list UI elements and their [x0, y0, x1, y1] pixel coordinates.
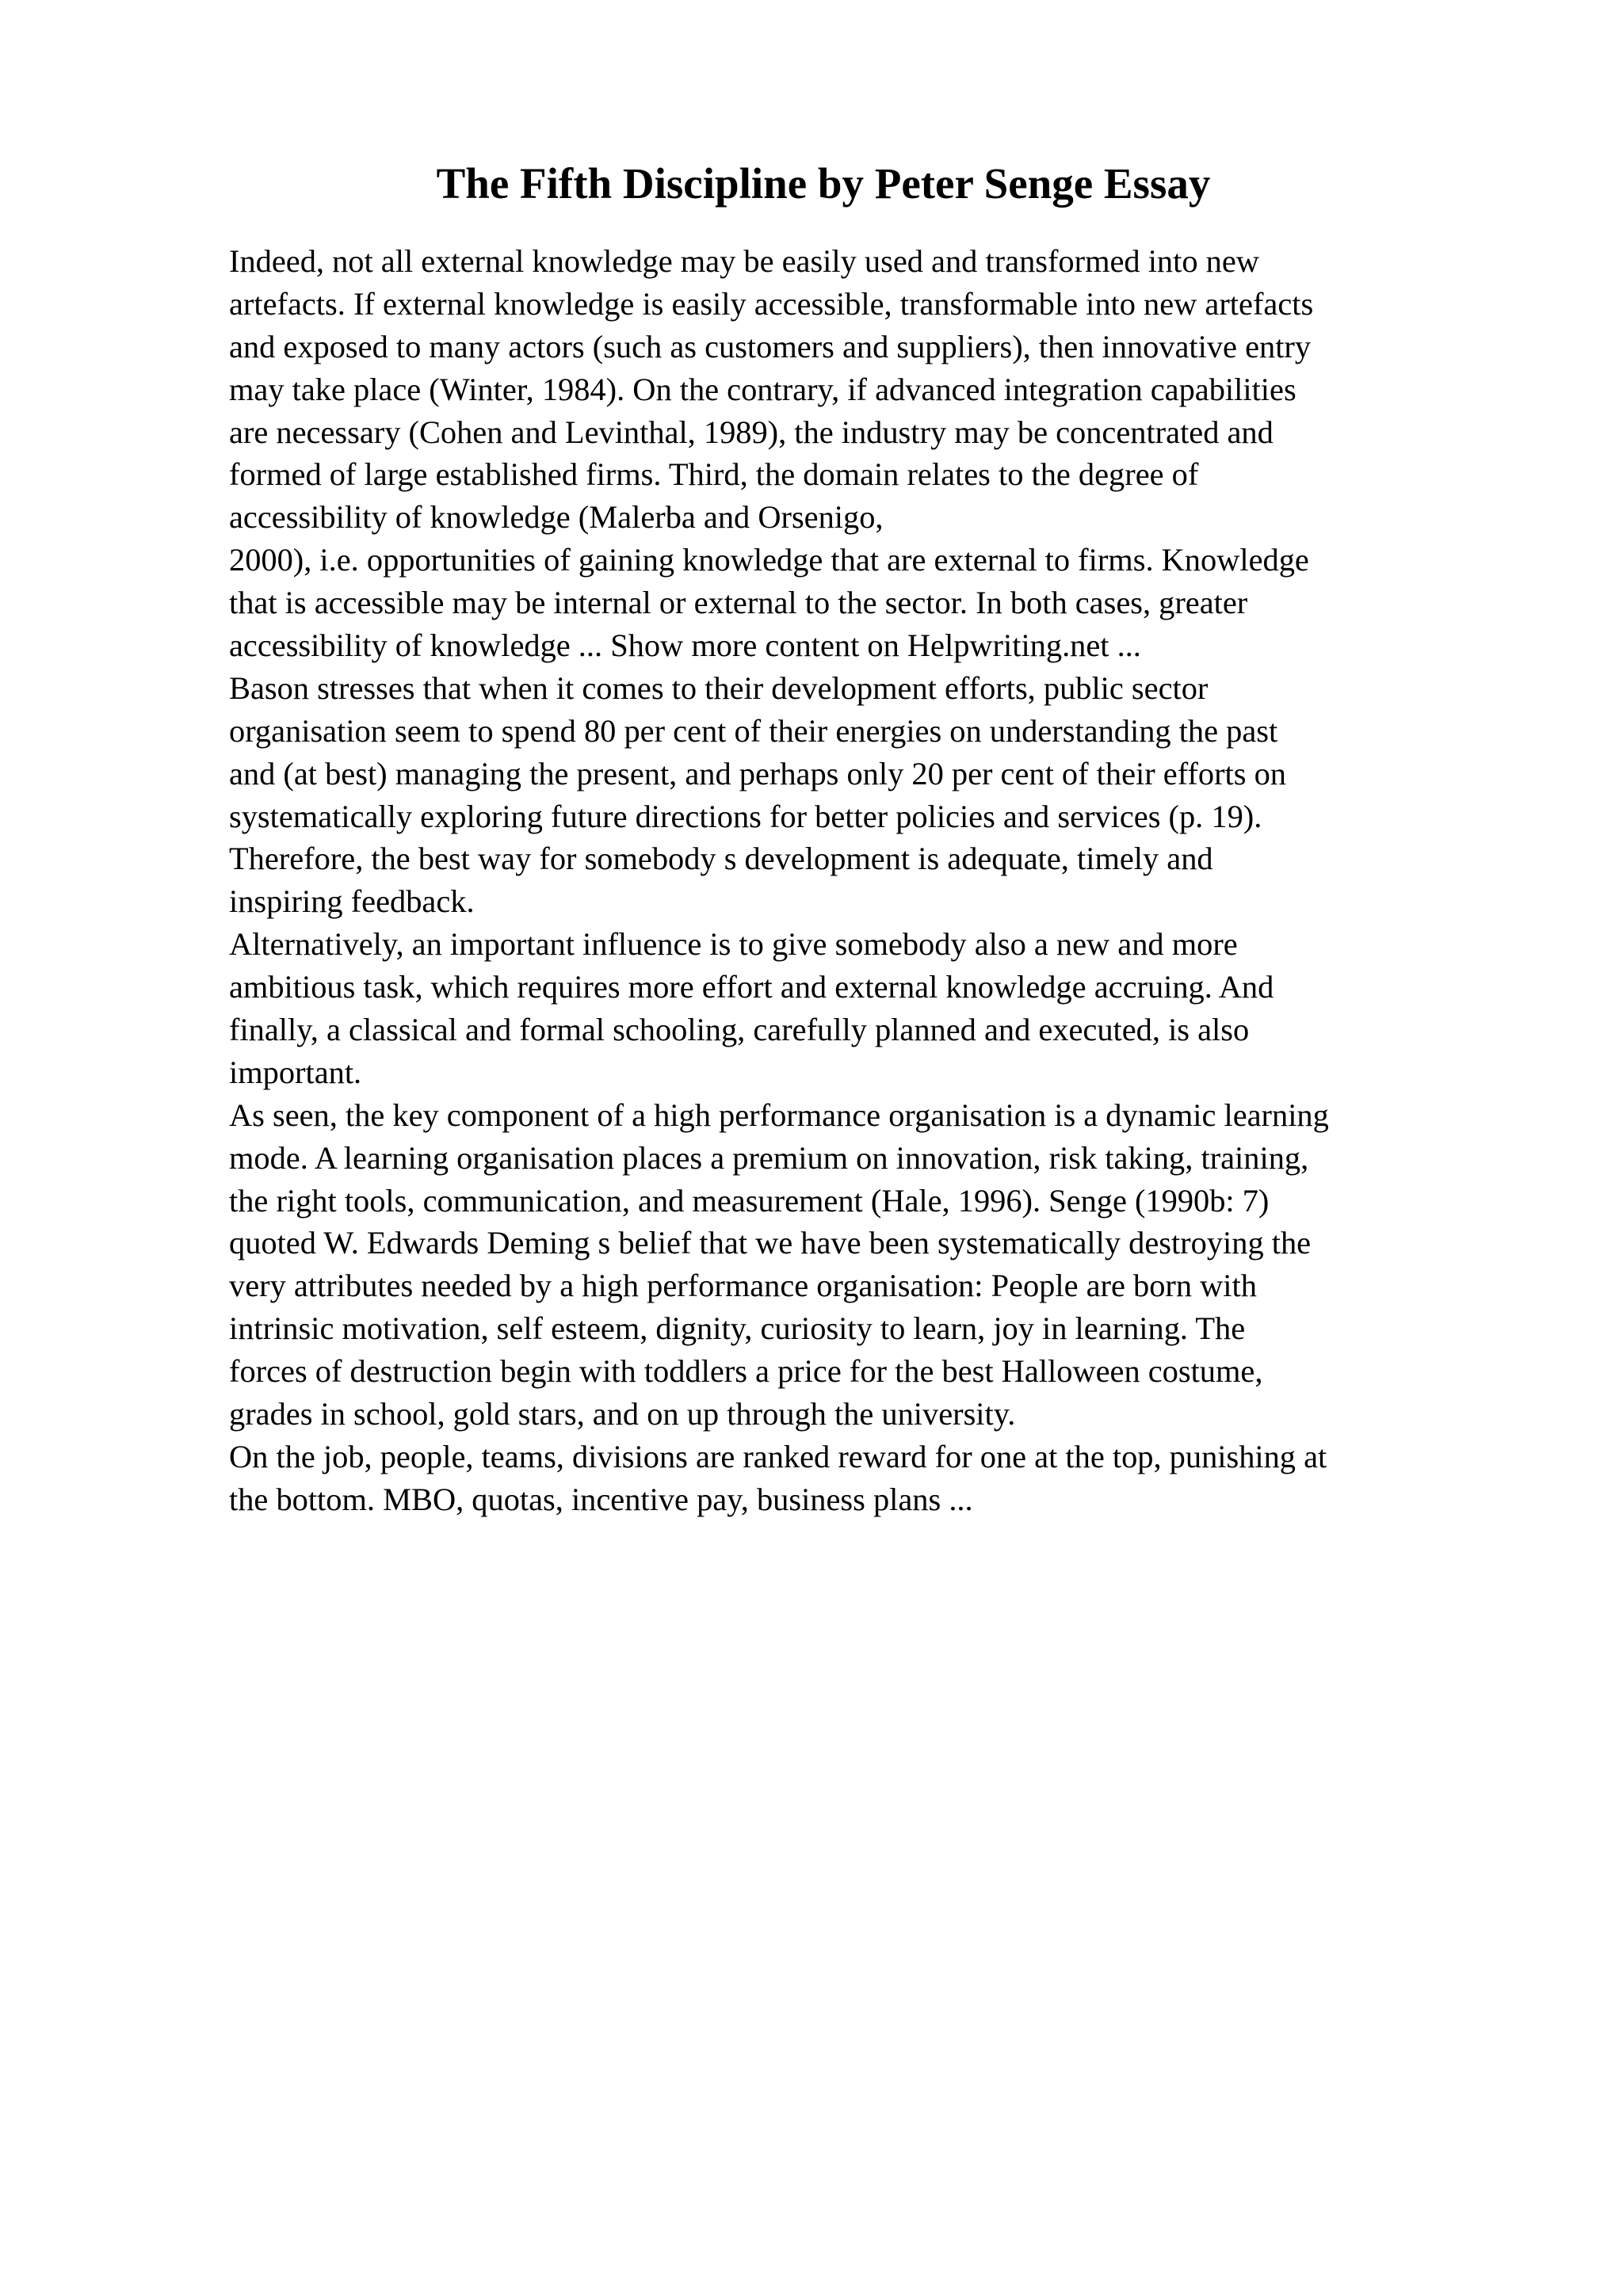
body-line: grades in school, gold stars, and on up through the university.: [229, 1396, 1016, 1432]
body-line: formed of large established firms. Third, the domain relates to the degree of: [229, 456, 1199, 493]
body-line: mode. A learning organisation places a premium on innovation, risk taking, training,: [229, 1139, 1309, 1176]
body-line: As seen, the key component of a high performance organisation is a dynamic learning: [229, 1097, 1329, 1133]
body-line: may take place (Winter, 1984). On the contrary, if advanced integration capabilities: [229, 371, 1296, 407]
body-line: finally, a classical and formal schooling, carefully planned and executed, is also: [229, 1012, 1250, 1048]
body-line: 2000), i.e. opportunities of gaining knowledge that are external to firms. Knowledge: [229, 542, 1309, 578]
body-line: accessibility of knowledge (Malerba and Orsenigo,: [229, 499, 884, 536]
body-line: Therefore, the best way for somebody s development is adequate, timely and: [229, 841, 1213, 877]
body-line: Indeed, not all external knowledge may be easily used and transformed into new: [229, 243, 1259, 279]
body-line: are necessary (Cohen and Levinthal, 1989), the industry may be concentrated and: [229, 414, 1274, 450]
body-line: Alternatively, an important influence is to give somebody also a new and more: [229, 926, 1238, 963]
body-line: the bottom. MBO, quotas, incentive pay, business plans ...: [229, 1481, 973, 1517]
body-line: quoted W. Edwards Deming s belief that we have been systematically destroying the: [229, 1225, 1312, 1261]
body-line: Bason stresses that when it comes to their development efforts, public sector: [229, 669, 1209, 706]
body-line: the right tools, communication, and measurement (Hale, 1996). Senge (1990b: 7): [229, 1182, 1270, 1219]
body-line: intrinsic motivation, self esteem, dignity, curiosity to learn, joy in learning. The: [229, 1310, 1246, 1347]
body-line: ambitious task, which requires more effort and external knowledge accruing. And: [229, 969, 1274, 1005]
body-line: forces of destruction begin with toddlers a price for the best Halloween costume,: [229, 1353, 1263, 1390]
body-line: important.: [229, 1054, 362, 1090]
document-body: [229, 240, 1513, 1521]
body-line: and (at best) managing the present, and perhaps only 20 per cent of their efforts on: [229, 755, 1286, 791]
body-line: organisation seem to spend 80 per cent of their energies on understanding the past: [229, 712, 1278, 749]
body-line: systematically exploring future directions for better policies and services (p. 19).: [229, 798, 1262, 834]
body-line: inspiring feedback.: [229, 883, 475, 920]
document-title: The Fifth Discipline by Peter Senge Essay: [436, 159, 1211, 208]
body-line: On the job, people, teams, divisions are ranked reward for one at the top, punishing at: [229, 1438, 1327, 1474]
body-line: very attributes needed by a high performance organisation: People are born with: [229, 1268, 1257, 1304]
body-line: and exposed to many actors (such as customers and suppliers), then innovative entry: [229, 328, 1312, 364]
body-line: that is accessible may be internal or external to the sector. In both cases, greater: [229, 585, 1248, 621]
body-line: artefacts. If external knowledge is easily accessible, transformable into new artefacts: [229, 285, 1314, 322]
body-line: accessibility of knowledge ... Show more content on Helpwriting.net ...: [229, 627, 1141, 664]
